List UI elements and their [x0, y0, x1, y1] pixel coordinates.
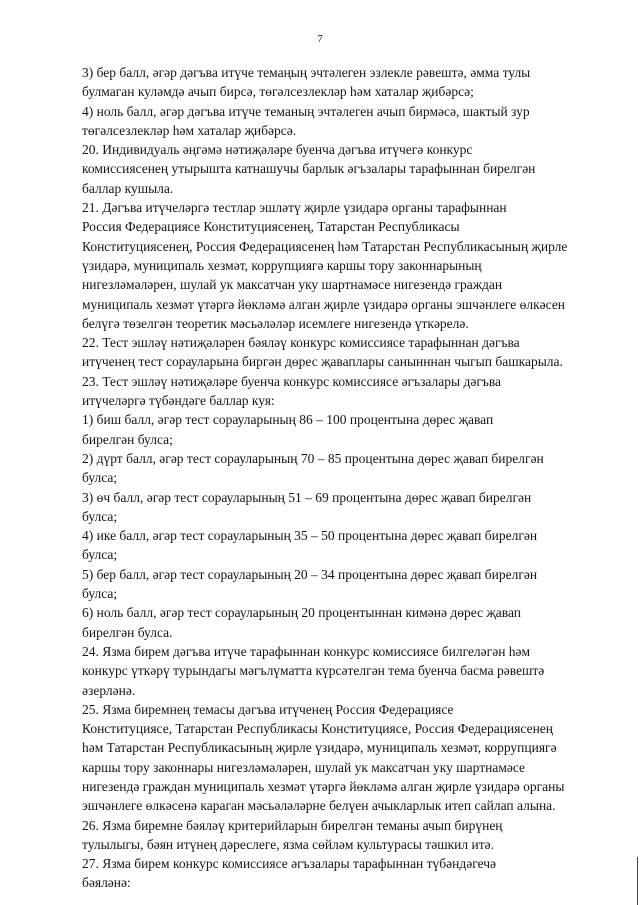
paragraph-25: 25. Язма биремнең темасы дәгъва итүченең Россия Федерациясе Конституциясе, Татарстан Республикасы Конституциясе, Россия Федерациясенең һәм Татарстан Республикасының җирле үзидарә, муниципаль хезмәт, коррупциягә каршы тору законнары нигезләмәләрен, шулай ук максатчан уку шартнамәсе нигезендә граждан муниципаль хезмәт үтәргә йөкләмә алган җирле үзидарә органы эшчәнлеге өлкәсенә караган мәсьәләләрне белүен ачыкларлык итеп сайлап алына.	[82, 701, 565, 814]
list-item-five-points: 1) биш балл, әгәр тест сорауларының 86 – 100 процентына дөрес җавап бирелгән булса;	[82, 412, 494, 447]
paragraph-23: 23. Тест эшләү нәтиҗәләре буенча конкурс комиссиясе әгъзалары дәгъва итүчеләргә түбәндәге баллар куя:	[82, 373, 502, 409]
list-item-four-points: 2) дүрт балл, әгәр тест сорауларының 70 – 85 процентына дөрес җавап бирелгән булса;	[82, 450, 544, 486]
list-item-two-points: 4) ике балл, әгәр тест сорауларының 35 – 50 процентына дөрес җавап бирелгән булса;	[82, 528, 538, 563]
scan-edge-mark	[637, 857, 638, 905]
paragraph-point-3: 3) бер балл, әгәр дәгъва итүче темаңың эчтәлеген эзлекле рәвештә, әмма тулы булмаган куләмдә ачып бирсә, төгәлсезлекләр һәм хаталар җибәрсә;	[82, 65, 531, 100]
paragraph-point-4: 4) ноль балл, әгәр дәгъва итүче теманың эчтәлеген ачып бирмәсә, шактый зур төгәлсезлекләр һәм хаталар җибәрсә.	[82, 103, 530, 138]
list-item-zero-points: 6) ноль балл, әгәр тест сорауларының 20 процентыннан кимәнә дөрес җавап бирелгән булса.	[82, 605, 522, 640]
list-item-one-point: 5) бер балл, әгәр тест сорауларының 20 – 34 процентына дөрес җавап бирелгән булса;	[82, 566, 538, 602]
document-body	[82, 63, 606, 893]
paragraph-27: 27. Язма бирем конкурс комиссиясе әгъзалары тарафыннан түбәндәгечә бәяләнә:	[82, 856, 497, 891]
paragraph-22: 22. Тест эшләү нәтиҗәләрен бәяләү конкурс комиссиясе тарафыннан дәгъва итүченең тест сорауларына биргән дөрес җаваплары санынннан чыгып башкарыла.	[82, 335, 563, 370]
paragraph-26: 26. Язма биремне бәяләү критерийларын бирелгән теманы ачып бирүнең тулылыгы, бәян итүнең дәреслеге, язма сөйләм культурасы тәшкил итә.	[82, 817, 503, 852]
paragraph-24: 24. Язма бирем дәгъва итүче тарафыннан конкурс комиссиясе билгеләгән һәм конкурс үткәрү турындагы мәгълүматта күрсәтелгән тема буенча басма рәвештә әзерләнә.	[82, 643, 545, 698]
paragraph-20: 20. Индивидуаль әңгәмә нәтиҗәләре буенча дәгъва итүчегә конкурс комиссиясенең утырышта катнашучы барлык әгъзалары тарафыннан бирелгән баллар кушыла.	[82, 142, 536, 196]
page-number: 7	[317, 33, 323, 45]
list-item-three-points: 3) өч балл, әгәр тест сорауларының 51 – 69 процентына дөрес җавап бирелгән булса;	[82, 489, 532, 524]
paragraph-21: 21. Дәгъва итүчеләргә тестлар эшләтү җирле үзидарә органы тарафыннан Россия Федерациясе Конституциясенең, Татарстан Республикасы Конституциясенең, Россия Федерациясенең һәм Татарстан Республикасының җирле үзидарә, муниципаль хезмәт, коррупциягә каршы тору законнарының нигезләмәләрен, шулай ук максатчан уку шартнамәсе нигезендә граждан муниципаль хезмәт үтәргә йөкләмә алган җирле үзидарә органы эшчәнлеге өлкәсен белүгә төзелгән теоретик мәсьәләләр исемлеге нигезендә үткәрелә.	[82, 200, 568, 331]
